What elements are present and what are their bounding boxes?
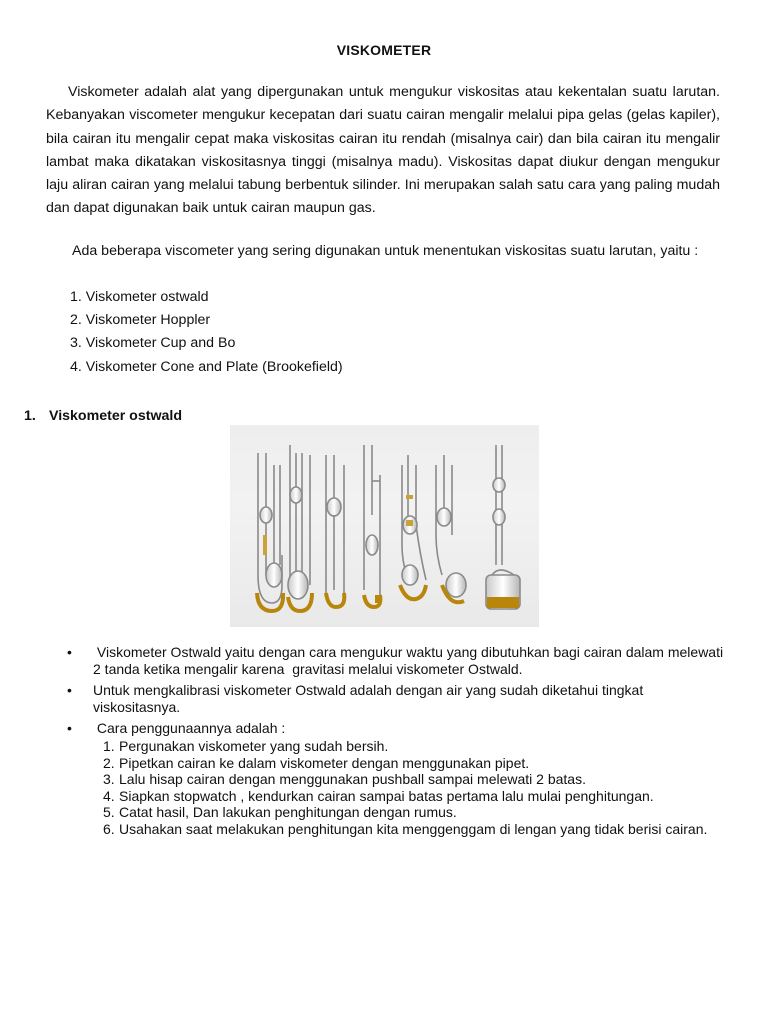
viscometer-illustration bbox=[230, 425, 539, 627]
step-item bbox=[103, 755, 727, 772]
step-item bbox=[103, 771, 727, 788]
bullet-text: Untuk mengkalibrasi viskometer Ostwald adalah dengan air yang sudah diketahui tingkat viskositasnya. bbox=[93, 682, 644, 715]
bullet-icon: • bbox=[67, 720, 72, 737]
list-item: 4. Viskometer Cone and Plate (Brookefield) bbox=[70, 358, 343, 375]
step-text: Catat hasil, Dan lakukan penghitungan dengan rumus. bbox=[119, 804, 457, 821]
step-item bbox=[103, 738, 727, 755]
viscometer-6 bbox=[436, 455, 466, 602]
document-title: VISKOMETER bbox=[336, 42, 432, 58]
step-number: 2. bbox=[103, 754, 115, 771]
list-item: 1. Viskometer ostwald bbox=[70, 289, 209, 305]
bullet-text: Cara penggunaannya adalah : bbox=[93, 720, 286, 737]
section-title: Viskometer ostwald bbox=[49, 408, 182, 424]
step-text: Pipetkan cairan ke dalam viskometer dengan menggunakan pipet. bbox=[119, 754, 530, 771]
step-item bbox=[103, 788, 727, 805]
step-item bbox=[103, 804, 727, 821]
step-number: 4. bbox=[103, 787, 115, 804]
section-heading bbox=[24, 408, 182, 424]
step-number: 1. bbox=[103, 737, 115, 754]
viscometer-types-list bbox=[70, 286, 343, 379]
section-number: 1. bbox=[24, 408, 36, 424]
bullet-icon: • bbox=[67, 682, 72, 699]
step-number: 6. bbox=[103, 820, 115, 837]
bullet-item bbox=[67, 682, 727, 715]
viscometer-1 bbox=[257, 453, 283, 611]
viscometer-5 bbox=[400, 455, 426, 599]
viscometer-4 bbox=[364, 445, 380, 607]
step-number: 5. bbox=[103, 804, 115, 821]
list-item: 3. Viskometer Cup and Bo bbox=[70, 335, 236, 352]
bullet-text: Viskometer Ostwald yaitu dengan cara mengukur waktu yang dibutuhkan bagi cairan dalam melewati 2 tanda ketika mengalir karena gravitasi melalui viskometer Ostwald. bbox=[93, 644, 727, 677]
step-item bbox=[103, 821, 727, 838]
intro-paragraph: Viskometer adalah alat yang dipergunakan untuk mengukur viskositas atau kekentalan suatu larutan. Kebanyakan viscometer mengukur kecepatan dari suatu cairan mengalir melalui pipa gelas (gelas kapiler), bila cairan itu mengalir cepat maka viskositas cairan itu rendah (misalnya cair) dan bila cairan itu mengalir lambat maka dikatakan viskositasnya tinggi (misalnya madu). Viskositas dapat diukur dengan mengukur laju aliran cairan yang melalui tabung berbentuk silinder. Ini merupakan salah satu cara yang paling mudah dan dapat digunakan baik untuk cairan maupun gas. bbox=[46, 84, 720, 217]
ostwald-viscometers-photo bbox=[230, 425, 539, 627]
step-text: Usahakan saat melakukan penghitungan kita menggenggam di lengan yang tidak berisi cairan. bbox=[119, 820, 708, 837]
step-text: Pergunakan viskometer yang sudah bersih. bbox=[119, 737, 389, 754]
bullet-icon: • bbox=[67, 644, 72, 660]
list-item: 2. Viskometer Hoppler bbox=[70, 312, 211, 329]
ostwald-bullet-list bbox=[67, 644, 727, 843]
bullet-item bbox=[67, 720, 727, 837]
viscometer-7 bbox=[486, 445, 520, 609]
usage-steps-list bbox=[103, 738, 727, 838]
step-text: Siapkan stopwatch , kendurkan cairan sampai batas pertama lalu mulai penghitungan. bbox=[119, 787, 654, 804]
step-number: 3. bbox=[103, 771, 115, 788]
bullet-item bbox=[67, 644, 727, 677]
step-text: Lalu hisap cairan dengan menggunakan pushball sampai melewati 2 batas. bbox=[119, 771, 586, 788]
viscometer-3 bbox=[326, 455, 344, 607]
types-intro-paragraph: Ada beberapa viscometer yang sering digunakan untuk menentukan viskositas suatu larutan, yaitu : bbox=[72, 243, 699, 259]
viscometer-2 bbox=[288, 445, 312, 611]
